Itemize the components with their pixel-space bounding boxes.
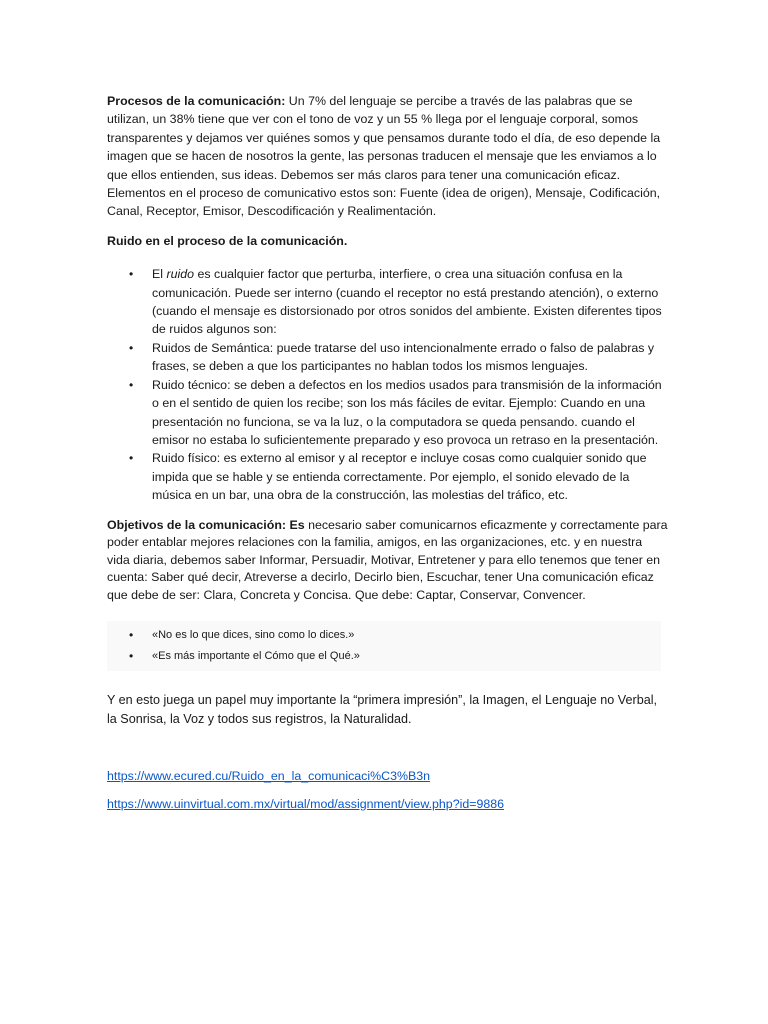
list-item-text: Ruido técnico: se deben a defectos en los medios usados para transmisión de la información o en el sentido de quien los recibe; son los más fáciles de evitar. Ejemplo: Cuando en una presentación no funciona, se va la luz, o la computadora se queda pensando. cuando el emisor no estaba lo suficientemente preparado y eso provoca un retraso en la presentación. <box>152 377 662 447</box>
paragraph-procesos <box>107 92 668 221</box>
list-item <box>107 339 668 376</box>
bullet-icon: • <box>129 648 134 663</box>
list-item-text: Ruidos de Semántica: puede tratarse del uso intencionalmente errado o falso de palabras y frases, se deben a que los participantes no hablan todos los mismos lenguajes. <box>152 340 655 374</box>
bullet-icon: • <box>129 627 134 642</box>
item1-italic: ruido <box>166 267 195 282</box>
list-item <box>107 449 668 504</box>
link-uinvirtual[interactable]: https://www.uinvirtual.com.mx/virtual/mod/assignment/view.php?id=9886 <box>107 796 505 811</box>
paragraph-objetivos <box>107 517 668 605</box>
heading-ruido: Ruido en el proceso de la comunicación. <box>107 233 348 248</box>
quotes-list <box>107 621 661 671</box>
bullet-icon: • <box>129 340 134 355</box>
heading-objetivos: Objetivos de la comunicación: Es <box>107 517 305 532</box>
item1-post: es cualquier factor que perturba, interfiere, o crea una situación confusa en la comunicación. Puede ser interno (cuando el receptor no está prestando atención), o externo (cuando el mensaje es distorsionado por otros sonidos del ambiente. Existen diferentes tipos de ruidos algunos son: <box>152 267 662 337</box>
quote-text: «Es más importante el Cómo que el Qué.» <box>152 649 360 662</box>
paragraph-closing: Y en esto juega un papel muy importante la “primera impresión”, la Imagen, el Lenguaje no Verbal, la Sonrisa, la Voz y todos sus registros, la Naturalidad. <box>107 692 658 726</box>
bullet-icon: • <box>129 451 134 466</box>
list-item <box>107 376 668 450</box>
heading-procesos: Procesos de la comunicación: <box>107 94 286 108</box>
link-ecured[interactable]: https://www.ecured.cu/Ruido_en_la_comunicaci%C3%B3n <box>107 768 431 783</box>
quote-item <box>107 646 661 667</box>
bullet-icon: • <box>129 267 134 282</box>
body-procesos: Un 7% del lenguaje se percibe a través de las palabras que se utilizan, un 38% tiene que ver con el tono de voz y un 55 % llega por el lenguaje corporal, somos transparentes y dejamos ver quiénes somos y que pensamos durante todo el día, de eso depende la imagen que se hacen de nosotros la gente, las personas traducen el mensaje que les enviamos a lo que ellos entienden, sus ideas. Debemos ser más claros para tener una comunicación eficaz. Elementos en el proceso de comunicativo estos son: Fuente (idea de origen), Mensaje, Codificación, Canal, Receptor, Emisor, Descodificación y Realimentación. <box>107 94 661 219</box>
bullet-icon: • <box>129 377 134 392</box>
item1-pre: El <box>152 267 167 282</box>
ruido-list <box>107 265 668 504</box>
quote-text: «No es lo que dices, sino como lo dices.» <box>152 628 355 641</box>
body-objetivos: necesario saber comunicarnos eficazmente y correctamente para poder entablar mejores relaciones con la familia, amigos, en las organizaciones, etc. y en nuestra vida diaria, debemos saber Informar, Persuadir, Motivar, Entretener y para ello tenemos que tener en cuenta: Saber qué decir, Atreverse a decirlo, Decirlo bien, Escuchar, tener Una comunicación eficaz que debe de ser: Clara, Concreta y Concisa. Que debe: Captar, Conservar, Convencer. <box>107 517 668 602</box>
list-item <box>107 265 668 339</box>
list-item-text <box>152 265 668 339</box>
quote-item <box>107 625 661 646</box>
list-item-text: Ruido físico: es externo al emisor y al receptor e incluye cosas como cualquier sonido que impida que se hable y se entienda correctamente. Por ejemplo, el sonido elevado de la música en un bar, una obra de la construcción, las molestias del tráfico, etc. <box>152 451 647 503</box>
